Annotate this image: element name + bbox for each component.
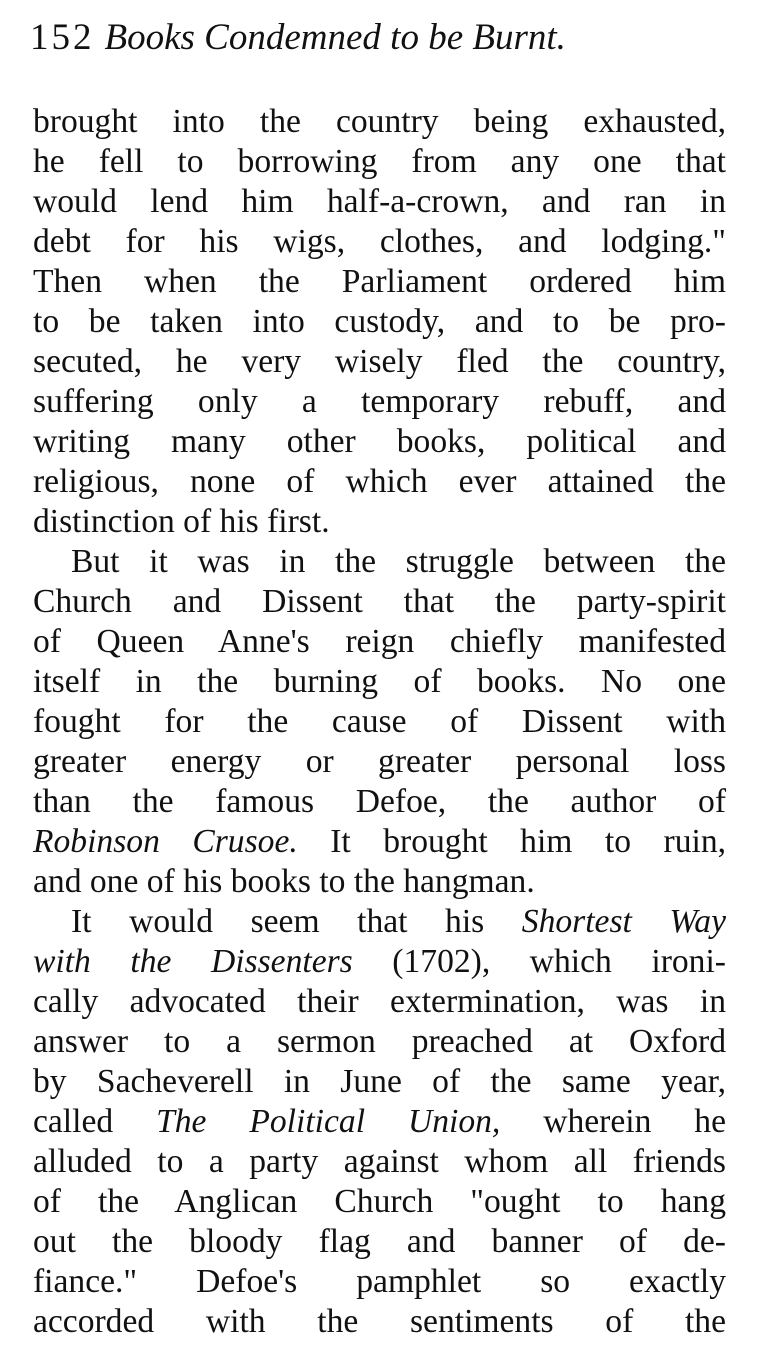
line-text: called bbox=[33, 1103, 157, 1140]
line-text: fiance." Defoe's pamphlet so exactly bbox=[33, 1263, 726, 1300]
line-text: writing many other books, political and bbox=[33, 423, 726, 460]
line-text: Church and Dissent that the party-spirit bbox=[33, 583, 726, 620]
text-line bbox=[33, 582, 726, 622]
line-text: he fell to borrowing from any one that bbox=[33, 143, 726, 180]
line-text: Then when the Parliament ordered him bbox=[33, 263, 726, 300]
text-line bbox=[33, 902, 726, 942]
italic-title: Shortest Way bbox=[521, 903, 726, 940]
line-text: accorded with the sentiments of the bbox=[33, 1303, 726, 1340]
text-line bbox=[33, 342, 726, 382]
line-text: of the Anglican Church "ought to hang bbox=[33, 1183, 726, 1220]
text-line bbox=[33, 262, 726, 302]
line-text: itself in the burning of books. No one bbox=[33, 663, 726, 700]
text-line bbox=[33, 382, 726, 422]
text-line bbox=[33, 942, 726, 982]
line-text: cally advocated their extermination, was in bbox=[33, 983, 726, 1020]
line-text: brought into the country being exhausted, bbox=[33, 103, 726, 140]
line-text: But it was in the struggle between the bbox=[71, 543, 726, 580]
text-line bbox=[33, 1222, 726, 1262]
text-line bbox=[33, 1182, 726, 1222]
text-line bbox=[33, 1142, 726, 1182]
text-line bbox=[33, 462, 726, 502]
line-text: It would seem that his bbox=[71, 903, 522, 940]
text-line bbox=[33, 222, 726, 262]
text-line bbox=[33, 862, 726, 902]
text-line bbox=[33, 102, 726, 142]
line-text: suffering only a temporary rebuff, and bbox=[33, 383, 726, 420]
text-line bbox=[33, 742, 726, 782]
running-header bbox=[30, 12, 730, 64]
line-text: fought for the cause of Dissent with bbox=[33, 703, 726, 740]
line-text: It brought him to ruin, bbox=[297, 823, 726, 860]
text-line bbox=[33, 1102, 726, 1142]
text-line bbox=[33, 702, 726, 742]
line-text: distinction of his first. bbox=[33, 503, 330, 540]
page-number: 152 bbox=[30, 17, 95, 58]
text-line bbox=[33, 502, 726, 542]
italic-title: Robinson Crusoe. bbox=[33, 823, 298, 860]
line-text: than the famous Defoe, the author of bbox=[33, 783, 726, 820]
italic-title: with the Dissenters bbox=[33, 943, 353, 980]
line-text: and one of his books to the hangman. bbox=[33, 863, 535, 900]
line-text: of Queen Anne's reign chiefly manifested bbox=[33, 623, 726, 660]
text-line bbox=[33, 1022, 726, 1062]
body-text bbox=[33, 102, 726, 1342]
line-text: answer to a sermon preached at Oxford bbox=[33, 1023, 726, 1060]
text-line bbox=[33, 1262, 726, 1302]
text-line bbox=[33, 782, 726, 822]
line-text: alluded to a party against whom all friends bbox=[33, 1143, 726, 1180]
line-text: would lend him half-a-crown, and ran in bbox=[33, 183, 726, 220]
text-line bbox=[33, 662, 726, 702]
italic-title: The Political Union, bbox=[156, 1103, 501, 1140]
text-line bbox=[33, 822, 726, 862]
text-line bbox=[33, 422, 726, 462]
line-text: wherein he bbox=[500, 1103, 726, 1140]
text-line bbox=[33, 142, 726, 182]
line-text: to be taken into custody, and to be pro- bbox=[33, 303, 726, 340]
line-text: by Sacheverell in June of the same year, bbox=[33, 1063, 726, 1100]
text-line bbox=[33, 622, 726, 662]
line-text: religious, none of which ever attained the bbox=[33, 463, 726, 500]
text-line bbox=[33, 302, 726, 342]
line-text: (1702), which ironi- bbox=[352, 943, 726, 980]
text-line bbox=[33, 1302, 726, 1342]
text-line bbox=[33, 1062, 726, 1102]
line-text: greater energy or greater personal loss bbox=[33, 743, 726, 780]
line-text: secuted, he very wisely fled the country, bbox=[33, 343, 726, 380]
text-line bbox=[33, 982, 726, 1022]
text-line bbox=[33, 182, 726, 222]
running-title: Books Condemned to be Burnt. bbox=[104, 17, 566, 58]
line-text: debt for his wigs, clothes, and lodging." bbox=[33, 223, 726, 260]
text-line bbox=[33, 542, 726, 582]
line-text: out the bloody flag and banner of de- bbox=[33, 1223, 726, 1260]
